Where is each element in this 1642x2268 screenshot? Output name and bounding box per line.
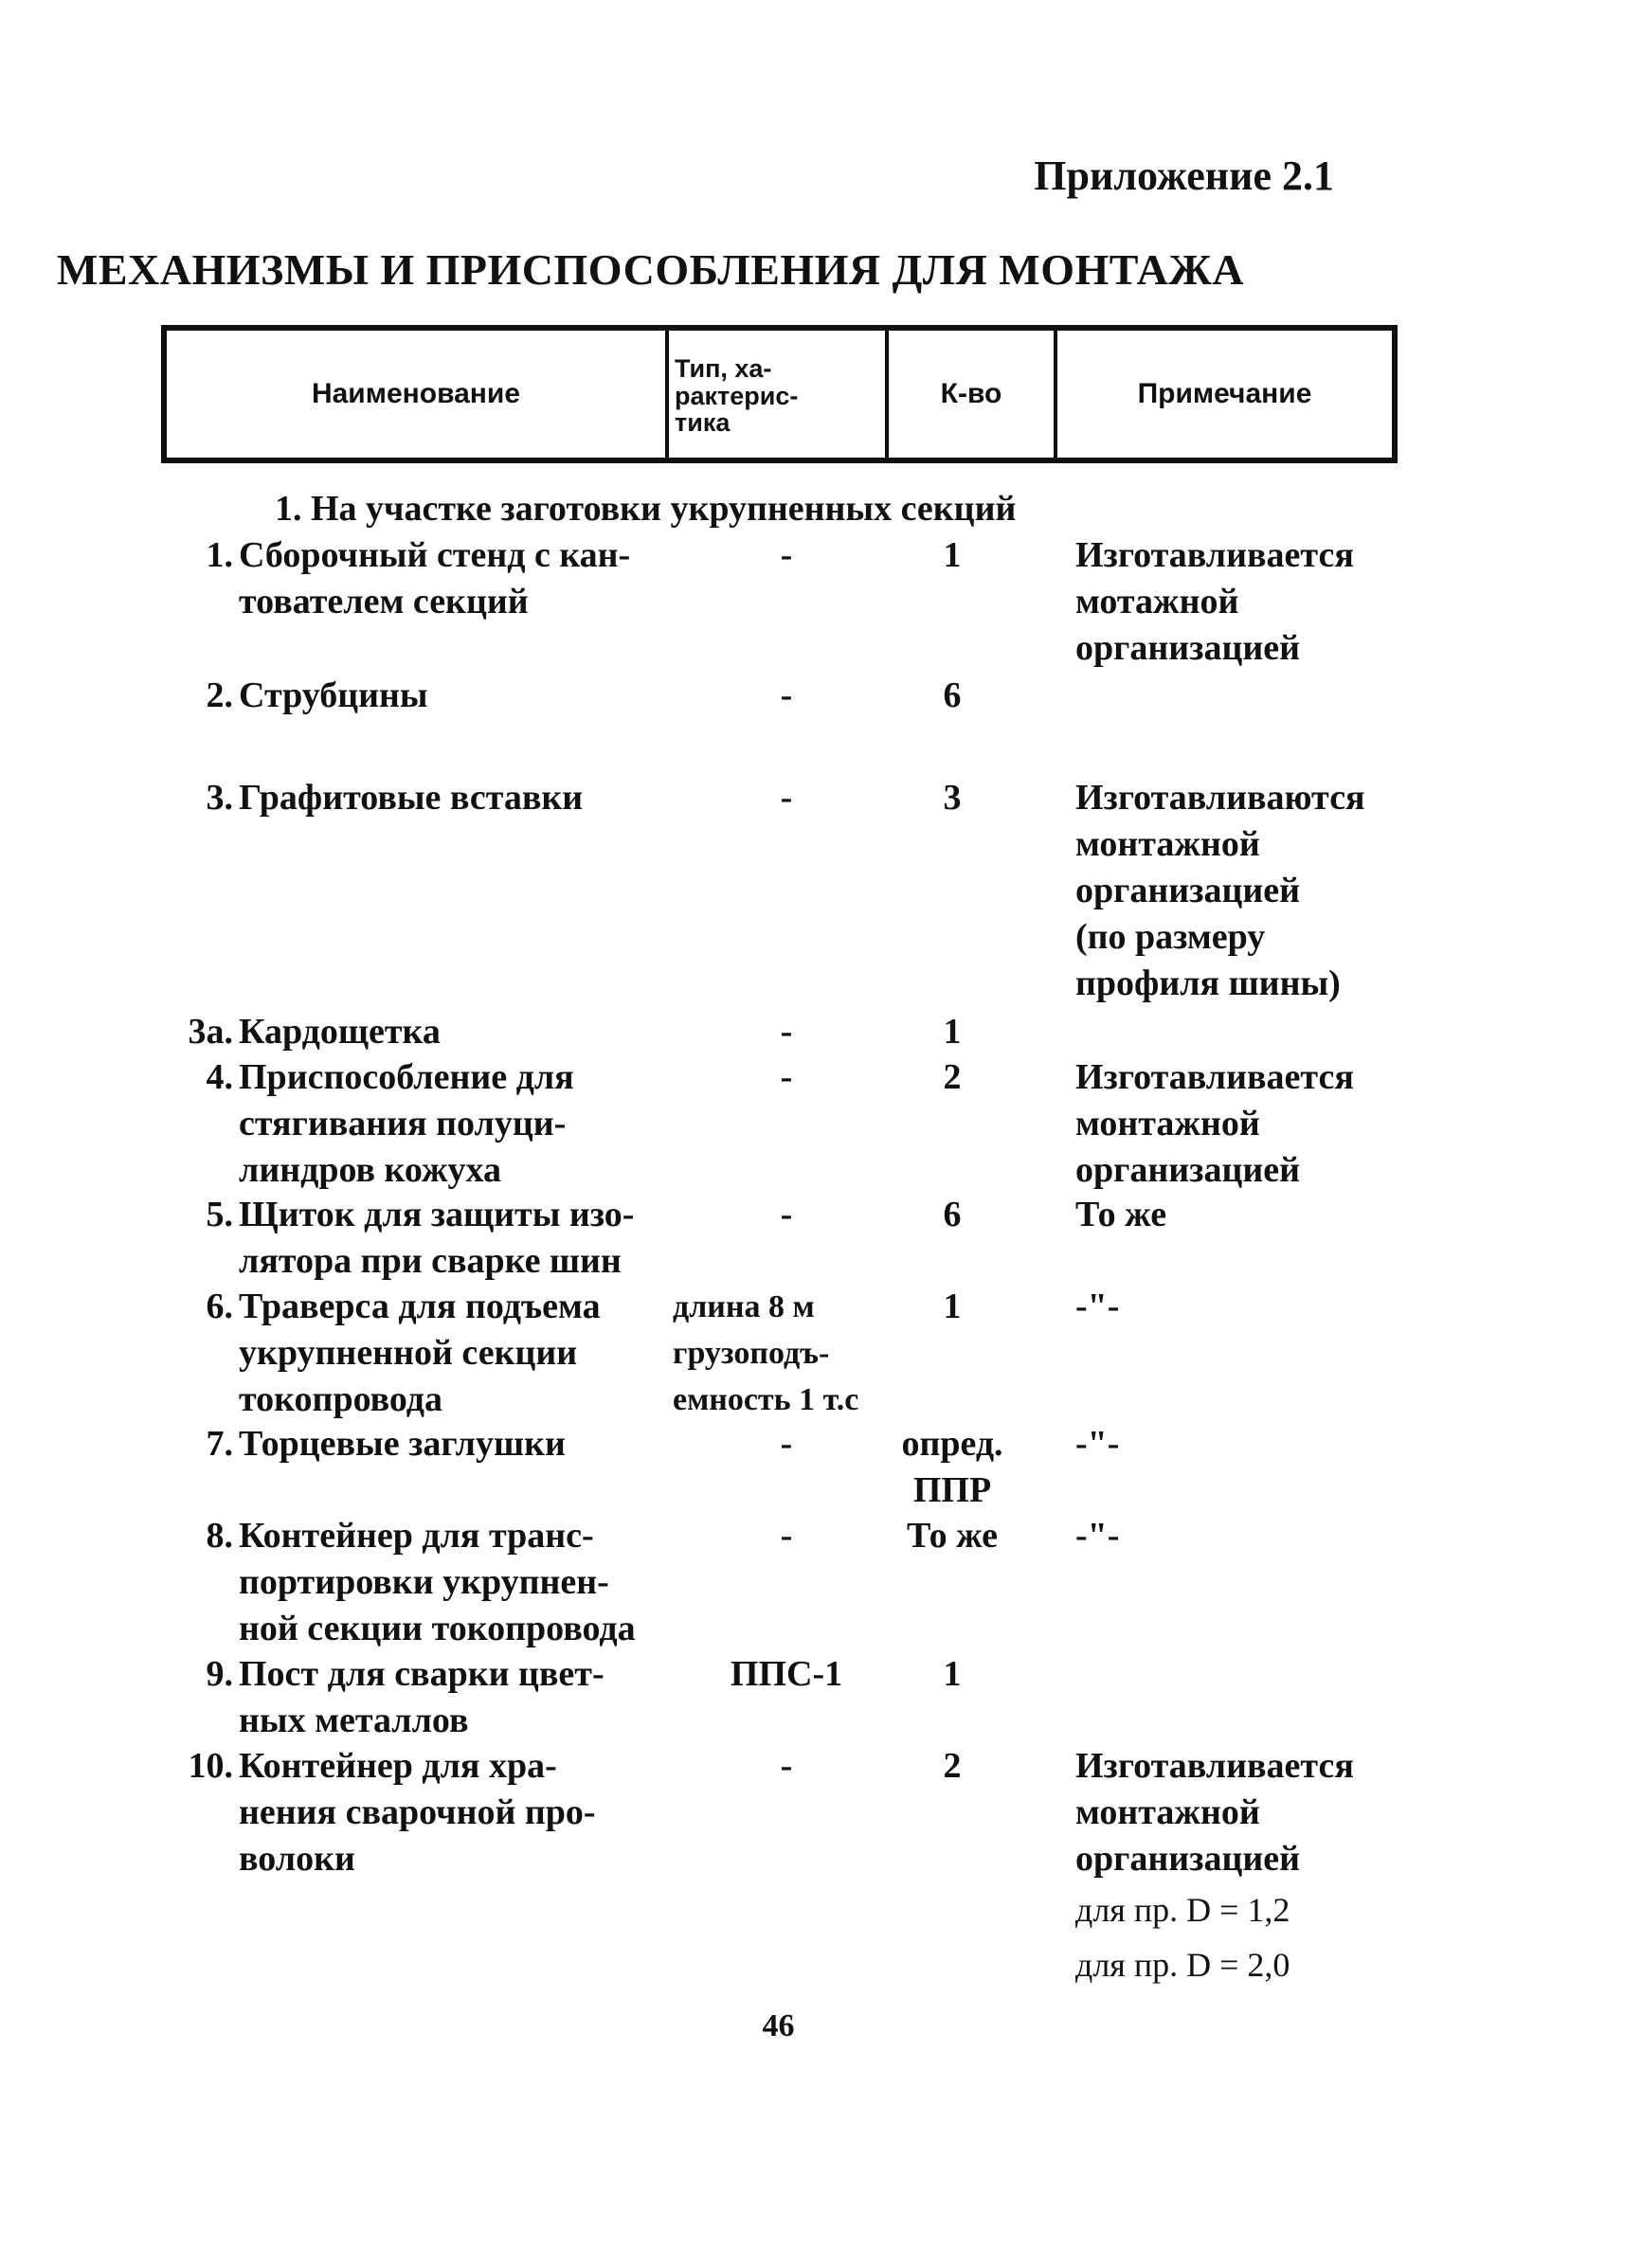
row-qty: 1: [943, 1654, 962, 1694]
row-type: -: [780, 675, 793, 715]
row-name: Контейнер для транс- портировки укрупнен- ной секции токопровода: [239, 1516, 636, 1648]
row-qty: 2: [943, 1746, 962, 1786]
appendix-label: Приложение 2.1: [1034, 153, 1334, 199]
row-number: 10.: [188, 1746, 233, 1786]
row-number: 3а.: [188, 1012, 233, 1052]
row-note: Изготавливаются монтажной организацией (по размеру профиля шины): [1075, 778, 1365, 1003]
row-note: То же: [1075, 1195, 1167, 1234]
row-number: 4.: [206, 1057, 233, 1097]
row-note: -"-: [1075, 1516, 1120, 1556]
row-qty: То же: [906, 1516, 999, 1556]
row-qty: 1: [943, 535, 962, 575]
row-name: Контейнер для хра- нения сварочной про- волоки: [239, 1746, 596, 1879]
row-name: Графитовые вставки: [239, 778, 584, 818]
row-number: 9.: [206, 1654, 233, 1694]
row-name: Струбцины: [239, 675, 428, 715]
row-qty: 1: [943, 1012, 962, 1052]
row-note: Изготавливается монтажной организацией: [1075, 1057, 1354, 1190]
header-type: Тип, ха- рактерис- тика: [669, 331, 889, 458]
row-qty: 3: [943, 778, 962, 818]
row-type: -: [780, 1516, 793, 1556]
row-type: -: [780, 1746, 793, 1786]
row-type: -: [780, 535, 793, 575]
row-qty: 2: [943, 1057, 962, 1097]
row-note: -"-: [1075, 1287, 1120, 1326]
table-header: [161, 325, 1398, 463]
row-type: -: [780, 1424, 793, 1464]
row-note: Изготавливается монтажной организацией: [1075, 1746, 1354, 1879]
row-number: 7.: [206, 1424, 233, 1464]
row-number: 3.: [206, 778, 233, 818]
footnote-line: для пр. D = 2,0: [1075, 1946, 1290, 1984]
page-number: 46: [762, 2008, 795, 2043]
row-name: Пост для сварки цвет- ных металлов: [239, 1654, 604, 1740]
row-type: -: [780, 1057, 793, 1097]
row-number: 5.: [206, 1195, 233, 1234]
row-type: ППС-1: [730, 1654, 843, 1694]
row-note: -"-: [1075, 1424, 1120, 1464]
header-name: Наименование: [167, 331, 669, 458]
header-note: Примечание: [1137, 378, 1312, 409]
page-title: МЕХАНИЗМЫ И ПРИСПОСОБЛЕНИЯ ДЛЯ МОНТАЖА: [56, 245, 1245, 294]
row-qty: 1: [943, 1287, 962, 1326]
row-type: -: [780, 1195, 793, 1234]
row-type: длина 8 м грузоподъ- емность 1 т.с: [673, 1289, 859, 1417]
row-qty: 6: [943, 1195, 962, 1234]
row-number: 2.: [206, 675, 233, 715]
footnote-line: для пр. D = 1,2: [1075, 1891, 1290, 1929]
row-note: Изготавливается мотажной организацией: [1075, 535, 1354, 668]
row-name: Щиток для защиты изо- лятора при сварке шин: [239, 1195, 635, 1281]
row-name: Приспособление для стягивания полуци- линдров кожуха: [239, 1057, 574, 1190]
row-qty: 6: [943, 675, 962, 715]
row-type: -: [780, 778, 793, 818]
row-number: 8.: [206, 1516, 233, 1556]
header-qty: К-во: [889, 331, 1057, 458]
row-number: 6.: [206, 1287, 233, 1326]
row-name: Торцевые заглушки: [239, 1424, 566, 1464]
row-number: 1.: [206, 535, 233, 575]
row-type: -: [780, 1012, 793, 1052]
row-name: Траверса для подъема укрупненной секции токопровода: [239, 1287, 601, 1419]
section-heading: 1. На участке заготовки укрупненных секций: [275, 489, 1017, 529]
row-qty: опред. ППР: [901, 1424, 1003, 1510]
row-name: Кардощетка: [239, 1012, 441, 1052]
row-name: Сборочный стенд с кан- тователем секций: [239, 535, 631, 621]
